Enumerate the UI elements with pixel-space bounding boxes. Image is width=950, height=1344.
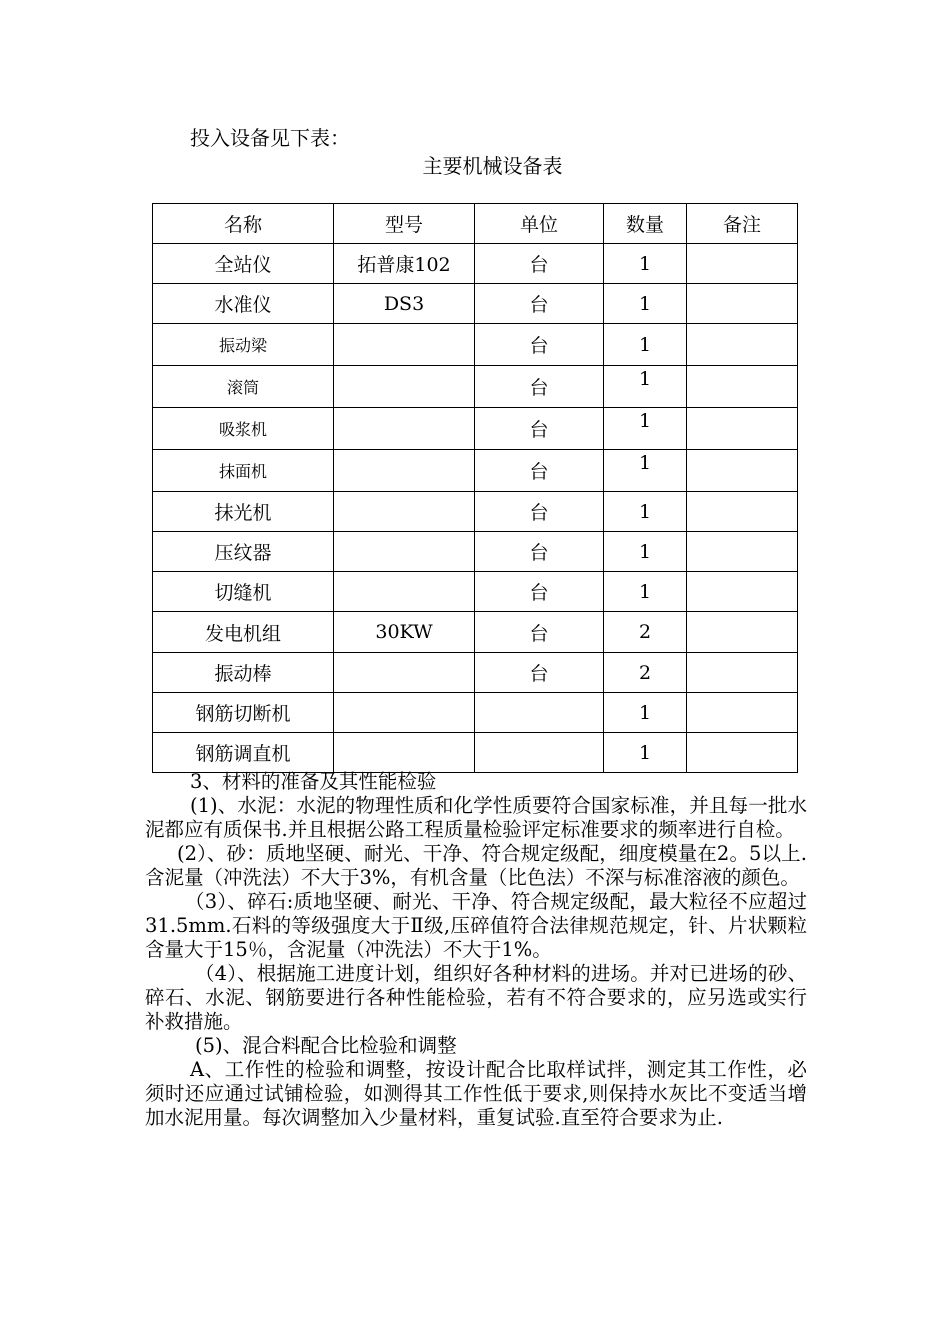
cell-remark [687, 693, 798, 733]
cell-quantity: 1 [604, 408, 687, 450]
table-row [153, 532, 798, 572]
cell-unit [475, 733, 604, 773]
cell-quantity: 1 [604, 532, 687, 572]
table-row [153, 450, 798, 492]
cell-remark [687, 408, 798, 450]
cell-name: 切缝机 [153, 572, 334, 612]
table-row [153, 693, 798, 733]
cell-unit [475, 693, 604, 733]
cell-name: 钢筋调直机 [153, 733, 334, 773]
paragraph-gravel: （3）、碎石:质地坚硬、耐光、干净、符合规定级配，最大粒径不应超过31.5mm.石料的等级强度大于Ⅱ级,压碎值符合法律规范规定，针、片状颗粒含量大于15％，含泥量（冲洗法）不大于1%。 [145, 890, 807, 961]
cell-unit: 台 [475, 653, 604, 693]
cell-unit: 台 [475, 324, 604, 366]
table-row [153, 733, 798, 773]
table-row [153, 612, 798, 653]
cell-name: 振动梁 [153, 324, 334, 366]
cell-remark [687, 450, 798, 492]
cell-remark [687, 492, 798, 532]
paragraph-sand: (2）、砂：质地坚硬、耐光、干净、符合规定级配，细度模量在2。5以上.含泥量（冲洗法）不大于3%，有机含量（比色法）不深与标准溶液的颜色。 [145, 842, 807, 889]
cell-quantity: 1 [604, 693, 687, 733]
cell-unit: 台 [475, 572, 604, 612]
cell-quantity: 1 [604, 244, 687, 284]
header-model: 型号 [334, 204, 475, 244]
table-row [153, 492, 798, 532]
cell-remark [687, 733, 798, 773]
table-title: 主要机械设备表 [422, 154, 563, 178]
cell-quantity: 1 [604, 572, 687, 612]
cell-unit: 台 [475, 532, 604, 572]
cell-model [334, 366, 475, 408]
cell-name: 全站仪 [153, 244, 334, 284]
paragraph-materials: （4）、根据施工进度计划，组织好各种材料的进场。并对已进场的砂、碎石、水泥、钢筋要进行各种性能检验，若有不符合要求的，应另选或实行补救措施。 [145, 962, 807, 1033]
cell-model: DS3 [334, 284, 475, 324]
paragraph-mix-heading: (5)、混合料配合比检验和调整 [195, 1034, 457, 1057]
table-row [153, 653, 798, 693]
cell-name: 滚筒 [153, 366, 334, 408]
cell-unit: 台 [475, 366, 604, 408]
header-quantity: 数量 [604, 204, 687, 244]
cell-quantity: 2 [604, 653, 687, 693]
table-row [153, 244, 798, 284]
cell-model [334, 733, 475, 773]
cell-quantity: 1 [604, 733, 687, 773]
header-remark: 备注 [687, 204, 798, 244]
table-row [153, 366, 798, 408]
cell-unit: 台 [475, 284, 604, 324]
cell-quantity: 2 [604, 612, 687, 653]
table-row [153, 408, 798, 450]
cell-quantity: 1 [604, 450, 687, 492]
cell-quantity: 1 [604, 324, 687, 366]
cell-model [334, 532, 475, 572]
cell-model [334, 450, 475, 492]
cell-unit: 台 [475, 408, 604, 450]
cell-name: 抹光机 [153, 492, 334, 532]
cell-unit: 台 [475, 492, 604, 532]
cell-remark [687, 284, 798, 324]
cell-model: 30KW [334, 612, 475, 653]
cell-unit: 台 [475, 450, 604, 492]
intro-text: 投入设备见下表： [190, 126, 350, 150]
table-row [153, 572, 798, 612]
cell-name: 钢筋切断机 [153, 693, 334, 733]
cell-quantity: 1 [604, 366, 687, 408]
cell-name: 吸浆机 [153, 408, 334, 450]
cell-quantity: 1 [604, 284, 687, 324]
header-unit: 单位 [475, 204, 604, 244]
section-heading: 3、材料的准备及其性能检验 [190, 770, 437, 793]
cell-remark [687, 532, 798, 572]
cell-model [334, 693, 475, 733]
table-row [153, 284, 798, 324]
cell-name: 振动棒 [153, 653, 334, 693]
cell-model [334, 572, 475, 612]
cell-name: 发电机组 [153, 612, 334, 653]
cell-model [334, 492, 475, 532]
cell-name: 抹面机 [153, 450, 334, 492]
table-header-row [153, 204, 798, 244]
cell-model [334, 324, 475, 366]
cell-unit: 台 [475, 612, 604, 653]
table-row [153, 324, 798, 366]
cell-name: 压纹器 [153, 532, 334, 572]
cell-remark [687, 653, 798, 693]
cell-remark [687, 324, 798, 366]
paragraph-cement: (1)、水泥：水泥的物理性质和化学性质要符合国家标准，并且每一批水泥都应有质保书.并且根据公路工程质量检验评定标准要求的频率进行自检。 [145, 794, 807, 841]
cell-quantity: 1 [604, 492, 687, 532]
cell-name: 水准仪 [153, 284, 334, 324]
cell-unit: 台 [475, 244, 604, 284]
cell-model [334, 408, 475, 450]
paragraph-mix-adjust: A、工作性的检验和调整，按设计配合比取样试拌，测定其工作性，必须时还应通过试铺检验，如测得其工作性低于要求,则保持水灰比不变适当增加水泥用量。每次调整加入少量材料，重复试验.直至符合要求为止. [145, 1058, 807, 1129]
cell-remark [687, 366, 798, 408]
cell-model [334, 653, 475, 693]
header-name: 名称 [153, 204, 334, 244]
cell-model: 拓普康102 [334, 244, 475, 284]
cell-remark [687, 244, 798, 284]
cell-remark [687, 572, 798, 612]
body-text [145, 770, 807, 1130]
cell-remark [687, 612, 798, 653]
equipment-table [152, 203, 798, 773]
